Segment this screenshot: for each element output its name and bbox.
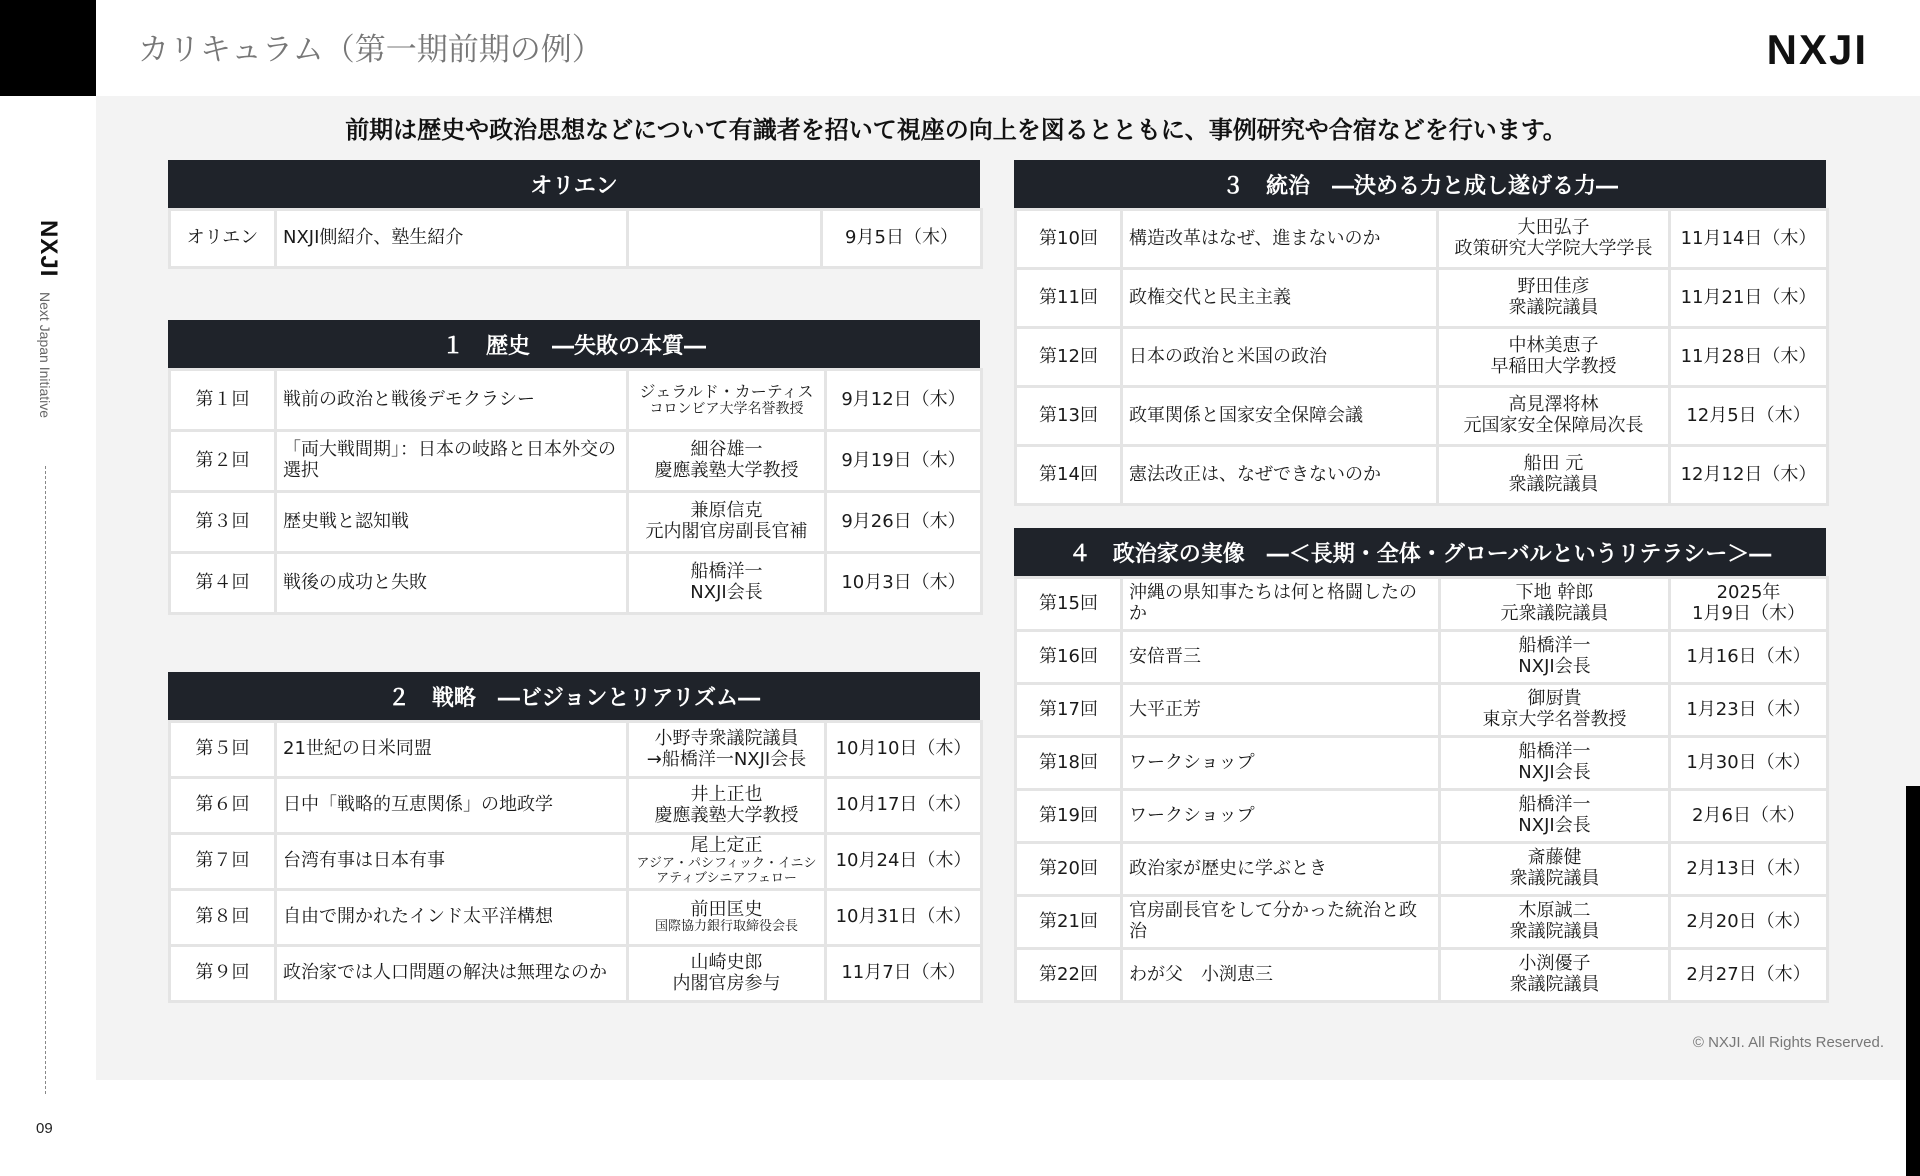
session-speaker xyxy=(1438,387,1670,446)
speaker-affiliation: 元内閣官房副長官補 xyxy=(645,521,808,542)
table-row xyxy=(1016,578,1828,631)
session-topic: 政治家では人口問題の解決は無理なのか xyxy=(276,946,628,1002)
speaker-affiliation: 早稲田大学教授 xyxy=(1490,356,1617,377)
session-topic: 歴史戦と認知戦 xyxy=(276,492,628,553)
section-strategy xyxy=(168,672,980,1003)
session-number: 第20回 xyxy=(1016,843,1122,896)
session-speaker xyxy=(1440,684,1670,737)
table-row xyxy=(170,492,982,553)
session-topic: 政治家が歴史に学ぶとき xyxy=(1122,843,1440,896)
sidebar xyxy=(0,96,96,1137)
speaker-name: 井上正也 xyxy=(690,783,763,805)
speaker-name: 船橋洋一 xyxy=(1518,794,1591,816)
speaker-name: 小野寺衆議院議員 xyxy=(654,727,799,749)
speaker-affiliation: NXJI会長 xyxy=(1518,656,1591,677)
speaker-name: 細谷雄一 xyxy=(690,439,763,461)
session-year: 2025年 xyxy=(1716,582,1781,604)
session-topic: 「両大戦間期」：日本の岐路と日本外交の選択 xyxy=(276,431,628,492)
session-topic: 政権交代と民主主義 xyxy=(1122,269,1438,328)
session-number: 第５回 xyxy=(170,722,276,778)
session-topic: 日中「戦略的互恵関係」の地政学 xyxy=(276,778,628,834)
section-title: ２ 戦略 ―ビジョンとリアリズム― xyxy=(168,672,980,720)
session-topic: 安倍晋三 xyxy=(1122,631,1440,684)
speaker-affiliation: NXJI会長 xyxy=(690,582,763,603)
session-date: 11月14日（木） xyxy=(1670,210,1828,269)
session-date: 12月12日（木） xyxy=(1670,446,1828,505)
speaker-affiliation: 衆議院議員 xyxy=(1509,921,1600,942)
section-orien xyxy=(168,160,980,269)
header xyxy=(96,0,1920,96)
corner-block xyxy=(0,0,96,96)
session-number: 第９回 xyxy=(170,946,276,1002)
section-governance xyxy=(1014,160,1826,506)
speaker-name: 大田弘子 xyxy=(1517,217,1590,239)
table-row xyxy=(1016,269,1828,328)
session-number: 第２回 xyxy=(170,431,276,492)
speaker-affiliation: 内閣官房参与 xyxy=(672,972,781,994)
speaker-name: 船田 元 xyxy=(1523,453,1584,475)
session-topic: 戦前の政治と戦後デモクラシー xyxy=(276,370,628,431)
table-row xyxy=(1016,949,1828,1002)
speaker-affiliation: 慶應義塾大学教授 xyxy=(654,460,799,481)
session-date: 11月28日（木） xyxy=(1670,328,1828,387)
session-topic: 官房副長官をして分かった統治と政治 xyxy=(1122,896,1440,949)
session-topic: 自由で開かれたインド太平洋構想 xyxy=(276,890,628,946)
session-topic: 21世紀の日米同盟 xyxy=(276,722,628,778)
speaker-name: 斎藤健 xyxy=(1527,847,1582,869)
session-speaker xyxy=(628,722,826,778)
session-speaker xyxy=(1438,269,1670,328)
speaker-affiliation: 政策研究大学院大学学長 xyxy=(1454,238,1653,259)
table-row xyxy=(170,553,982,614)
session-topic: 憲法改正は、なぜできないのか xyxy=(1122,446,1438,505)
speaker-affiliation: 元衆議院議員 xyxy=(1500,603,1609,624)
session-day: 1月9日（木） xyxy=(1692,603,1805,624)
section-title: ３ 統治 ―決める力と成し遂げる力― xyxy=(1014,160,1826,208)
table-row xyxy=(170,722,982,778)
section-title: １ 歴史 ―失敗の本質― xyxy=(168,320,980,368)
schedule-table xyxy=(168,720,983,1003)
session-speaker xyxy=(628,431,826,492)
table-row xyxy=(1016,684,1828,737)
session-number: 第３回 xyxy=(170,492,276,553)
session-number: 第16回 xyxy=(1016,631,1122,684)
session-date: 9月5日（木） xyxy=(822,210,982,268)
session-speaker xyxy=(1438,446,1670,505)
table-row xyxy=(1016,631,1828,684)
speaker-affiliation: →船橋洋一NXJI会長 xyxy=(646,748,807,770)
session-date: 10月3日（木） xyxy=(826,553,982,614)
session-topic: 戦後の成功と失敗 xyxy=(276,553,628,614)
session-date xyxy=(1670,578,1828,631)
session-speaker xyxy=(628,778,826,834)
session-date: 9月19日（木） xyxy=(826,431,982,492)
slide-content xyxy=(96,96,1920,1080)
session-speaker xyxy=(628,946,826,1002)
speaker-name: 木原誠二 xyxy=(1518,900,1591,922)
sidebar-logo: NXJI xyxy=(35,220,62,278)
session-topic: 沖縄の県知事たちは何と格闘したのか xyxy=(1122,578,1440,631)
section-title: オリエン xyxy=(168,160,980,208)
session-topic: 大平正芳 xyxy=(1122,684,1440,737)
schedule-table xyxy=(1014,208,1829,506)
lead-text: 前期は歴史や政治思想などについて有識者を招いて視座の向上を図るとともに、事例研究や合宿などを行います。 xyxy=(345,116,1567,144)
session-number: 第７回 xyxy=(170,834,276,890)
speaker-name: 前田匡史 xyxy=(690,898,763,920)
session-topic: 台湾有事は日本有事 xyxy=(276,834,628,890)
session-number: 第19回 xyxy=(1016,790,1122,843)
session-date: 10月31日（木） xyxy=(826,890,982,946)
session-date: 12月5日（木） xyxy=(1670,387,1828,446)
session-number: 第14回 xyxy=(1016,446,1122,505)
speaker-name: 小渕優子 xyxy=(1518,953,1591,975)
speaker-name: 兼原信克 xyxy=(690,500,763,522)
speaker-name: 船橋洋一 xyxy=(1518,635,1591,657)
session-number: 第17回 xyxy=(1016,684,1122,737)
accent-bar xyxy=(1906,786,1920,1176)
session-number: 第21回 xyxy=(1016,896,1122,949)
speaker-affiliation: アジア・パシフィック・イニシアティブシニアフェロー xyxy=(636,855,817,886)
table-row xyxy=(1016,387,1828,446)
speaker-affiliation: 衆議院議員 xyxy=(1508,474,1599,495)
speaker-affiliation: 東京大学名誉教授 xyxy=(1482,709,1627,730)
session-speaker xyxy=(628,210,822,268)
speaker-name: 山崎史郎 xyxy=(690,951,763,973)
session-speaker xyxy=(1440,949,1670,1002)
table-row xyxy=(170,210,982,268)
session-topic: ワークショップ xyxy=(1122,790,1440,843)
speaker-affiliation: 衆議院議員 xyxy=(1509,868,1600,889)
session-date: 9月26日（木） xyxy=(826,492,982,553)
session-date: 2月27日（木） xyxy=(1670,949,1828,1002)
speaker-name: 野田佳彦 xyxy=(1517,276,1590,298)
table-row xyxy=(170,778,982,834)
speaker-name: 船橋洋一 xyxy=(1518,741,1591,763)
session-speaker xyxy=(1440,578,1670,631)
session-topic: 日本の政治と米国の政治 xyxy=(1122,328,1438,387)
table-row xyxy=(1016,210,1828,269)
session-topic: 構造改革はなぜ、進まないのか xyxy=(1122,210,1438,269)
session-number: 第10回 xyxy=(1016,210,1122,269)
session-number: オリエン xyxy=(170,210,276,268)
session-date: 2月6日（木） xyxy=(1670,790,1828,843)
table-row xyxy=(170,370,982,431)
table-row xyxy=(170,890,982,946)
speaker-affiliation: 慶應義塾大学教授 xyxy=(654,804,799,826)
speaker-name: 船橋洋一 xyxy=(690,561,763,583)
session-date: 1月23日（木） xyxy=(1670,684,1828,737)
speaker-affiliation: 元国家安全保障局次長 xyxy=(1463,415,1644,436)
speaker-name: 御厨貴 xyxy=(1527,688,1582,710)
speaker-name: 下地 幹郎 xyxy=(1515,582,1594,604)
session-topic: NXJI側紹介、塾生紹介 xyxy=(276,210,628,268)
speaker-affiliation: 国際協力銀行取締役会長 xyxy=(654,919,798,935)
speaker-affiliation: NXJI会長 xyxy=(1518,815,1591,836)
session-date: 2月13日（木） xyxy=(1670,843,1828,896)
brand-logo: NXJI xyxy=(1766,26,1868,73)
session-topic: 政軍関係と国家安全保障会議 xyxy=(1122,387,1438,446)
speaker-affiliation: コロンビア大学名誉教授 xyxy=(649,401,804,418)
speaker-name: ジェラルド・カーティス xyxy=(639,381,814,401)
session-number: 第４回 xyxy=(170,553,276,614)
session-speaker xyxy=(1440,631,1670,684)
table-row xyxy=(1016,790,1828,843)
session-number: 第８回 xyxy=(170,890,276,946)
session-date: 2月20日（木） xyxy=(1670,896,1828,949)
session-number: 第13回 xyxy=(1016,387,1122,446)
session-number: 第15回 xyxy=(1016,578,1122,631)
speaker-name: 高見澤将林 xyxy=(1508,394,1599,416)
session-date: 11月7日（木） xyxy=(826,946,982,1002)
section-politician xyxy=(1014,528,1826,1003)
session-speaker xyxy=(1440,790,1670,843)
session-date: 11月21日（木） xyxy=(1670,269,1828,328)
session-number: 第11回 xyxy=(1016,269,1122,328)
session-speaker xyxy=(628,370,826,431)
session-number: 第１回 xyxy=(170,370,276,431)
session-number: 第６回 xyxy=(170,778,276,834)
session-topic: ワークショップ xyxy=(1122,737,1440,790)
section-history xyxy=(168,320,980,615)
session-speaker xyxy=(628,492,826,553)
session-date: 1月30日（木） xyxy=(1670,737,1828,790)
speaker-name: 尾上定正 xyxy=(690,835,763,857)
session-speaker xyxy=(1440,896,1670,949)
page-number: 09 xyxy=(36,1120,53,1137)
table-row xyxy=(1016,737,1828,790)
session-speaker xyxy=(1438,210,1670,269)
table-row xyxy=(1016,328,1828,387)
session-speaker xyxy=(1440,843,1670,896)
speaker-affiliation: 衆議院議員 xyxy=(1509,974,1600,995)
speaker-affiliation: 衆議院議員 xyxy=(1508,297,1599,318)
session-date: 10月17日（木） xyxy=(826,778,982,834)
table-row xyxy=(1016,446,1828,505)
schedule-table xyxy=(1014,576,1829,1003)
table-row xyxy=(170,834,982,890)
session-topic: わが父 小渕恵三 xyxy=(1122,949,1440,1002)
schedule-table xyxy=(168,208,983,269)
session-number: 第22回 xyxy=(1016,949,1122,1002)
session-speaker xyxy=(628,890,826,946)
sidebar-divider xyxy=(45,466,46,1094)
table-row xyxy=(1016,843,1828,896)
session-date: 1月16日（木） xyxy=(1670,631,1828,684)
schedule-table xyxy=(168,368,983,615)
session-date: 10月10日（木） xyxy=(826,722,982,778)
session-speaker xyxy=(628,834,826,890)
session-date: 10月24日（木） xyxy=(826,834,982,890)
speaker-name: 中林美恵子 xyxy=(1508,335,1599,357)
session-date: 9月12日（木） xyxy=(826,370,982,431)
session-speaker xyxy=(1440,737,1670,790)
table-row xyxy=(170,431,982,492)
session-number: 第18回 xyxy=(1016,737,1122,790)
session-number: 第12回 xyxy=(1016,328,1122,387)
speaker-affiliation: NXJI会長 xyxy=(1518,762,1591,783)
page-title: カリキュラム（第一期前期の例） xyxy=(138,32,603,68)
session-speaker xyxy=(1438,328,1670,387)
sidebar-tagline: Next Japan Initiative xyxy=(37,292,53,419)
table-row xyxy=(1016,896,1828,949)
copyright-text: © NXJI. All Rights Reserved. xyxy=(1692,1034,1884,1051)
section-title: ４ 政治家の実像 ―＜長期・全体・グローバルというリテラシー＞― xyxy=(1014,528,1826,576)
table-row xyxy=(170,946,982,1002)
session-speaker xyxy=(628,553,826,614)
